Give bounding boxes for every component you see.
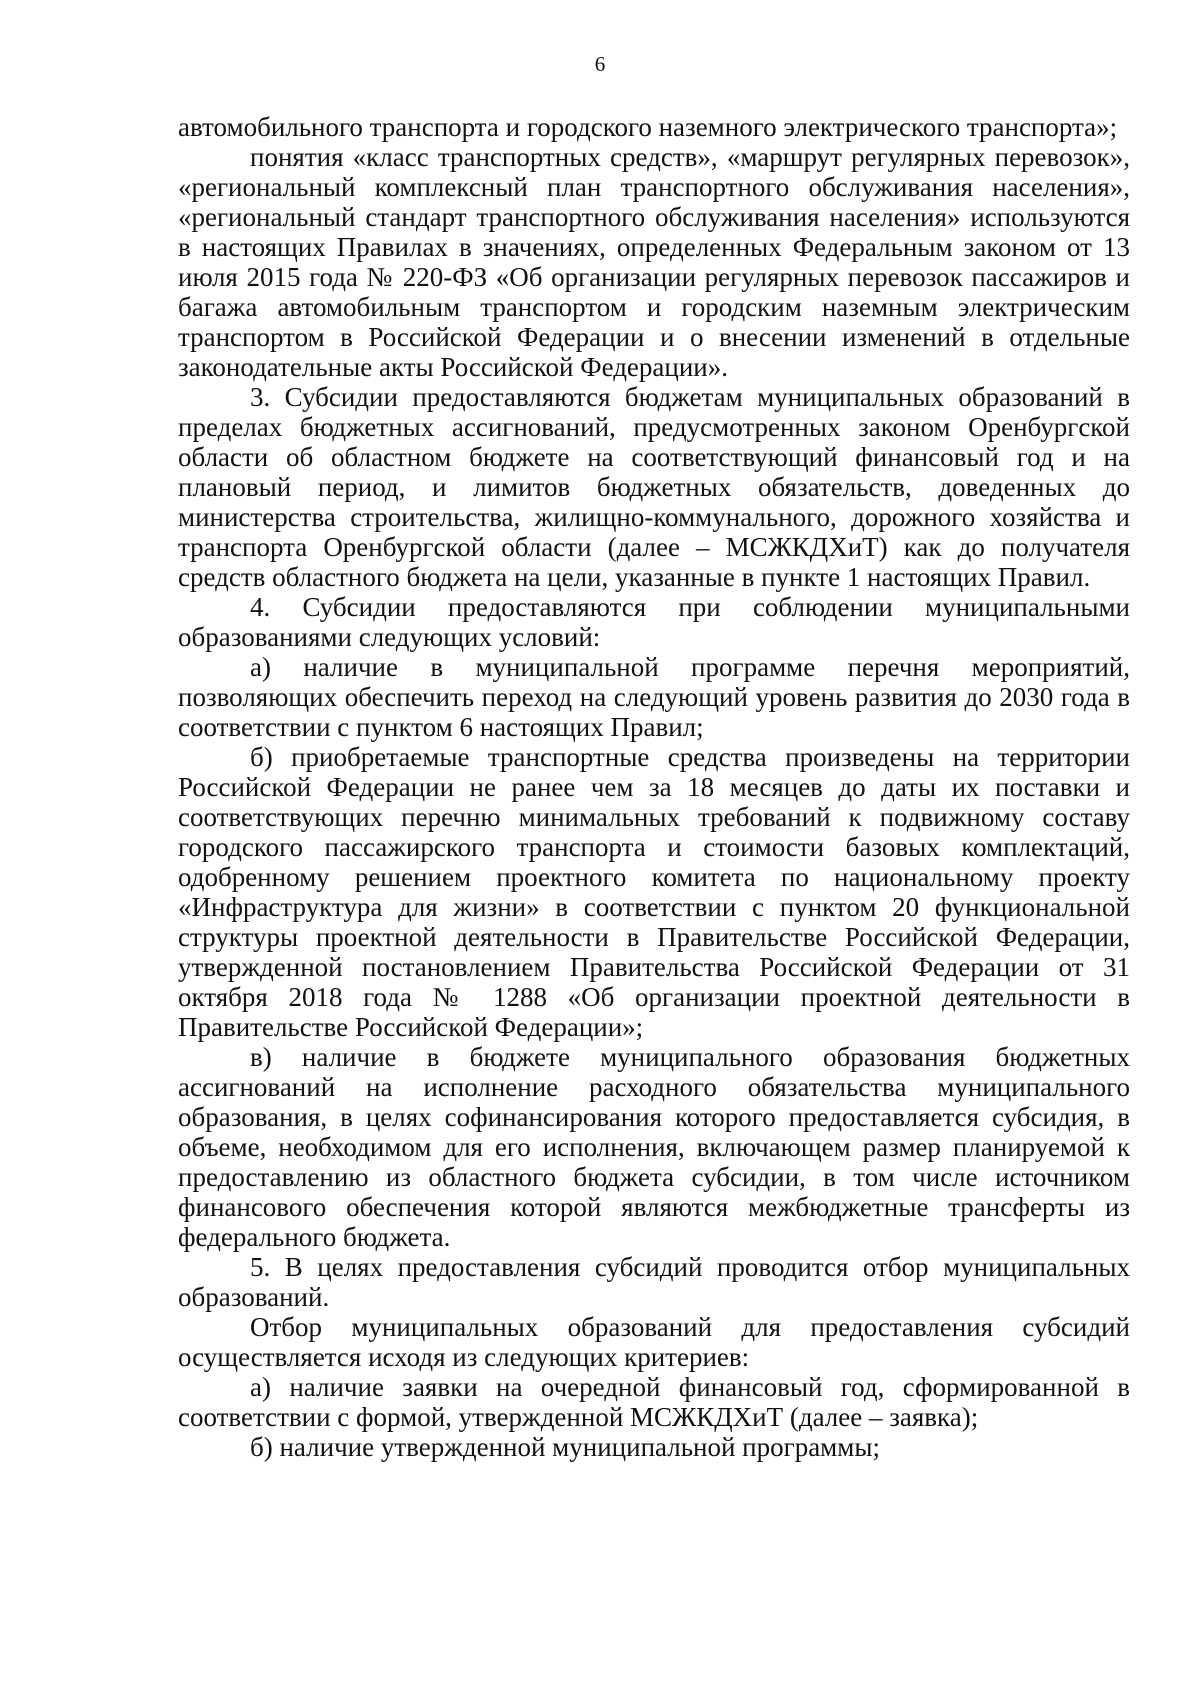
paragraph-clause-4: 4. Субсидии предоставляются при соблюдении муниципальными образованиями следующих условий: xyxy=(178,592,1130,652)
document-body xyxy=(178,112,1130,1462)
paragraph-criterion-a: а) наличие заявки на очередной финансовый год, сформированной в соответствии с формой, утвержденной МСЖКДХиТ (далее – заявка); xyxy=(178,1372,1130,1432)
paragraph-clause-4v: в) наличие в бюджете муниципального образования бюджетных ассигнований на исполнение расходного обязательства муниципального образования, в целях софинансирования которого предоставляется субсидия, в объеме, необходимом для его исполнения, включающем размер планируемой к предоставлению из областного бюджета субсидии, в том числе источником финансового обеспечения которой являются межбюджетные трансферты из федерального бюджета. xyxy=(178,1042,1130,1252)
paragraph-clause-4a: а) наличие в муниципальной программе перечня мероприятий, позволяющих обеспечить переход на следующий уровень развития до 2030 года в соответствии с пунктом 6 настоящих Правил; xyxy=(178,652,1130,742)
paragraph-clause-4b: б) приобретаемые транспортные средства произведены на территории Российской Федерации не ранее чем за 18 месяцев до даты их поставки и соответствующих перечню минимальных требований к подвижному составу городского пассажирского транспорта и стоимости базовых комплектаций, одобренному решением проектного комитета по национальному проекту «Инфраструктура для жизни» в соответствии с пунктом 20 функциональной структуры проектной деятельности в Правительстве Российской Федерации, утвержденной постановлением Правительства Российской Федерации от 31 октября 2018 года № 1288 «Об организации проектной деятельности в Правительстве Российской Федерации»; xyxy=(178,742,1130,1042)
paragraph-criterion-b: б) наличие утвержденной муниципальной программы; xyxy=(250,1432,880,1462)
paragraph-selection-criteria: Отбор муниципальных образований для предоставления субсидий осуществляется исходя из следующих критериев: xyxy=(178,1312,1130,1372)
paragraph-definitions: понятия «класс транспортных средств», «маршрут регулярных перевозок», «региональный комплексный план транспортного обслуживания населения», «региональный стандарт транспортного обслуживания населения» используются в настоящих Правилах в значениях, определенных Федеральным законом от 13 июля 2015 года № 220-ФЗ «Об организации регулярных перевозок пассажиров и багажа автомобильным транспортом и городским наземным электрическим транспортом в Российской Федерации и о внесении изменений в отдельные законодательные акты Российской Федерации». xyxy=(178,142,1130,382)
paragraph-clause-3: 3. Субсидии предоставляются бюджетам муниципальных образований в пределах бюджетных ассигнований, предусмотренных законом Оренбургской области об областном бюджете на соответствующий финансовый год и на плановый период, и лимитов бюджетных обязательств, доведенных до министерства строительства, жилищно-коммунального, дорожного хозяйства и транспорта Оренбургской области (далее – МСЖКДХиТ) как до получателя средств областного бюджета на цели, указанные в пункте 1 настоящих Правил. xyxy=(178,382,1130,592)
page-number: 6 xyxy=(594,52,606,76)
paragraph-continuation: автомобильного транспорта и городского наземного электрического транспорта»; xyxy=(178,112,1118,142)
paragraph-clause-5: 5. В целях предоставления субсидий проводится отбор муниципальных образований. xyxy=(178,1252,1130,1312)
